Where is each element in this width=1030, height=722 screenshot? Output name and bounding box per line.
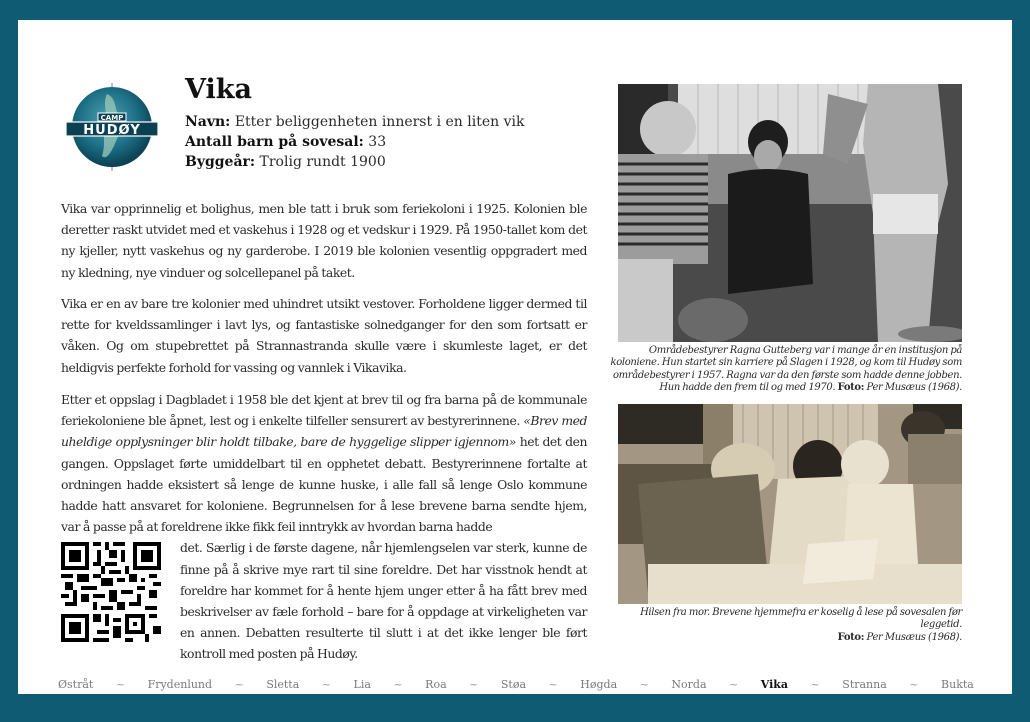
fact-name (185, 112, 585, 132)
qr-code[interactable] (61, 542, 161, 642)
photo-credit: Per Musæus (1968). (866, 631, 962, 643)
paragraph-text: Etter et oppslag i Dagbladet i 1958 ble det kjent at brev til og fra barna på de kommunale feriekoloniene ble åpnet, lest og i enkelte tilfeller sensurert av bestyrerinnene. (61, 392, 587, 429)
photo-children-reading-letters (618, 404, 962, 604)
paragraph-view: Vika er en av bare tre kolonier med uhindret utsikt vestover. Forholdene ligger dermed til rette for kveldssamlinger i lavt lys, og fantastiske solnedganger for den som fortsatt er våken. Og om stupebrettet på Strannastranda skulle være i skumleste laget, er det heldigvis perfekte forhold for vassing og vannlek i Vikavika. (61, 296, 587, 375)
photo-caption-2 (600, 607, 962, 644)
photo-ragna-gutteberg (618, 84, 962, 342)
nav-separator: ~ (548, 678, 558, 691)
photo-caption-1 (600, 345, 962, 395)
colony-navigation (58, 677, 974, 693)
facts-list (185, 112, 585, 172)
paragraph-letters (61, 389, 587, 537)
fact-build-year (185, 152, 585, 172)
nav-separator: ~ (810, 678, 820, 691)
nav-separator: ~ (639, 678, 649, 691)
nav-item-norda[interactable]: Norda (671, 678, 707, 691)
nav-item-hogda[interactable]: Høgda (580, 678, 618, 691)
photo-credit-label: Foto: (837, 382, 865, 394)
fact-label: Navn: (185, 114, 231, 130)
camp-hudoy-logo (62, 80, 162, 172)
logo-hudoy-text: HUDØY (83, 123, 141, 138)
nav-separator: ~ (393, 678, 403, 691)
nav-item-frydenlund[interactable]: Frydenlund (147, 678, 213, 691)
nav-item-lia[interactable]: Lia (353, 678, 371, 691)
nav-item-stoa[interactable]: Støa (500, 678, 527, 691)
fact-value: 33 (368, 134, 387, 150)
page-title: Vika (185, 74, 252, 105)
photo-credit-label: Foto: (837, 631, 865, 643)
paragraph-history: Vika var opprinnelig et bolighus, men ble tatt i bruk som feriekoloni i 1925. Kolonien ble deretter raskt utvidet med et vaskehus i 1928 og et vedskur i 1929. På 1950-tallet kom det ny kjeller, nytt vaskehus og ny garderobe. I 2019 ble kolonien vesentlig oppgradert med ny kledning, nye vinduer og solcellepanel på taket. (61, 201, 587, 280)
fact-value: Etter beliggenheten innerst i en liten vik (234, 114, 525, 130)
caption-text: Områdebestyrer Ragna Gutteberg var i mange år en institusjon på koloniene. Hun startet sin karriere på Slagen i 1928, og kom til Hudøy som områdebestyrer i 1957. Ragna var da den første som hadde denne jobben. Hun hadde den frem til og med 1970. (610, 345, 962, 394)
caption-text: Hilsen fra mor. Brevene hjemmefra er koselig å lese på sovesalen før leggetid. (640, 607, 962, 631)
quote: «Brev med uheldige opplysninger blir holdt tilbake, bare de hyggelige slipper igjennom» (61, 413, 587, 450)
nav-item-stranna[interactable]: Stranna (842, 678, 887, 691)
fact-label: Byggeår: (185, 154, 256, 170)
nav-item-bukta[interactable]: Bukta (941, 678, 974, 691)
logo-camp-text: CAMP (100, 114, 124, 122)
fact-value: Trolig rundt 1900 (259, 154, 386, 170)
nav-separator: ~ (909, 678, 919, 691)
photo-credit: Per Musæus (1968). (866, 382, 962, 394)
nav-separator: ~ (729, 678, 739, 691)
nav-separator: ~ (469, 678, 479, 691)
nav-item-ostrat[interactable]: Østråt (58, 678, 94, 691)
nav-separator: ~ (321, 678, 332, 691)
nav-separator: ~ (234, 678, 244, 691)
paragraph-letters-continued: det. Særlig i de første dagene, når hjemlengselen var sterk, kunne de finne på å skrive mye rart til sine foreldre. Det har visstnok hendt at foreldre har kommet for å hente hjem unger etter å ha fått brev med beskrivelser av fæle forhold – bare for å oppdage at virkeligheten var en annen. Debatten resulterte til slutt i at det ikke lenger ble ført kontroll med posten på Hudøy. (180, 540, 587, 662)
paragraph-text: het det den gangen. Oppslaget førte umiddelbart til en opphetet debatt. Bestyrerinnene fortalte at ordningen hadde eksistert så lenge de kunne huske, i alle fall så lenge Oslo kommune hadde hatt ansvaret for koloniene. Begrunnelsen for å lese brevene barna sendte hjem, var å passe på at foreldrene ikke fikk feil inntrykk av hvordan barna hadde (61, 434, 587, 535)
nav-item-sletta[interactable]: Sletta (266, 678, 300, 691)
nav-item-roa[interactable]: Roa (425, 678, 447, 691)
fact-children-count (185, 132, 585, 152)
fact-label: Antall barn på sovesal: (185, 134, 364, 150)
nav-separator: ~ (115, 678, 126, 691)
nav-item-vika-active[interactable]: Vika (760, 678, 789, 691)
